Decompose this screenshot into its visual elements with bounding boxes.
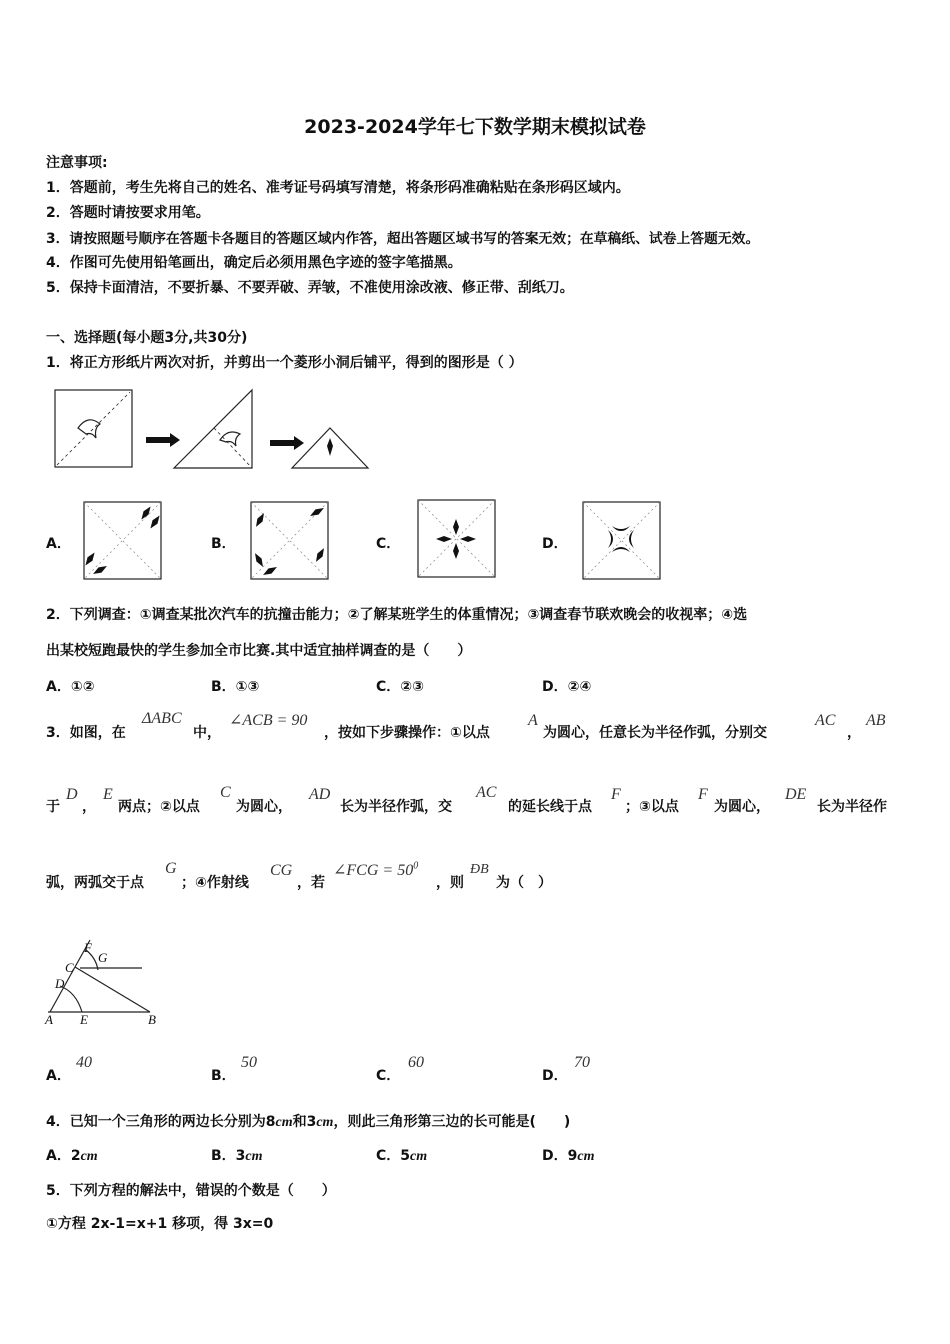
q3-line3-math-b: ÐB: [470, 862, 489, 877]
q1-option-b-label[interactable]: B．: [211, 536, 236, 552]
q4-option-b-label: B．: [211, 1148, 236, 1164]
q3-line1-math-ac: AC: [815, 712, 836, 729]
q3-line2-math-d: D: [66, 786, 78, 803]
q3-line1-c: ，按如下步骤操作：①以点: [324, 725, 490, 741]
q4-stem-c: ，则此三角形第三边的长可能是( ): [333, 1114, 571, 1130]
page-title: 2023-2024学年七下数学期末模拟试卷: [304, 116, 646, 138]
q3-line2-h: 为圆心，: [714, 799, 770, 815]
q3-option-c-value: 60: [408, 1054, 424, 1071]
q2-option-b-label: B．: [211, 679, 236, 695]
q3-line3-degree: 0: [413, 860, 419, 872]
q4-unit-1: cm: [275, 1115, 293, 1130]
q4-option-b[interactable]: [211, 1145, 263, 1165]
q4-option-a-unit: cm: [80, 1149, 98, 1164]
q3-line2-math-ad: AD: [309, 786, 331, 803]
q4-option-a[interactable]: [46, 1145, 98, 1165]
q3-line3-math-angle: [333, 860, 418, 880]
q4-option-d-label: D．: [542, 1148, 568, 1164]
q4-stem-a: 4．已知一个三角形的两边长分别为8: [46, 1114, 276, 1130]
q1-option-c-figure[interactable]: [418, 500, 495, 577]
q3-line1-math-ab: AB: [866, 712, 886, 729]
q3-line3-d: ，则: [436, 875, 464, 891]
q3-line1-a: 3．如图，在: [46, 725, 126, 741]
note-item-4: 4．作图可先使用铅笔画出，确定后必须用黑色字迹的签字笔描黑。: [46, 255, 462, 271]
q3-line3-a: 弧，两弧交于点: [46, 875, 144, 891]
q4-option-c-num: 5: [400, 1148, 411, 1164]
q4-option-c-unit: cm: [410, 1149, 428, 1164]
q3-line2-math-c: C: [220, 784, 231, 801]
q3-line2-math-ac: AC: [476, 784, 497, 801]
q2-option-d-label: D．: [542, 679, 568, 695]
q2-option-a[interactable]: [46, 676, 95, 696]
folded-triangle-large: [174, 390, 252, 468]
q3-line3-angle-text: ∠FCG = 50: [333, 862, 414, 879]
label-e: E: [80, 1012, 88, 1027]
q2-option-d-text: ②④: [567, 679, 592, 695]
arrow-icon-1: [146, 433, 180, 447]
notes-heading: 注意事项:: [46, 155, 108, 171]
label-c: C: [65, 960, 74, 975]
q2-option-d[interactable]: [542, 676, 591, 696]
q2-option-c[interactable]: [376, 676, 424, 696]
note-item-1: 1．答题前，考生先将自己的姓名、准考证号码填写清楚，将条形码准确粘贴在条形码区域内。: [46, 180, 630, 196]
q3-option-a-value: 40: [76, 1054, 92, 1071]
q4-unit-2: cm: [316, 1115, 334, 1130]
q3-line2-math-de: DE: [785, 786, 807, 803]
note-item-2: 2．答题时请按要求用笔。: [46, 205, 210, 221]
q1-option-d-label[interactable]: D．: [542, 536, 568, 552]
q3-option-d-value: 70: [574, 1054, 590, 1071]
q3-line3-math-g: G: [165, 860, 177, 877]
q4-option-a-num: 2: [70, 1148, 81, 1164]
q1-option-d-figure[interactable]: [583, 502, 660, 579]
q2-option-a-label: A．: [46, 679, 71, 695]
q4-option-d-unit: cm: [577, 1149, 595, 1164]
q1-stem: 1．将正方形纸片两次对折，并剪出一个菱形小洞后铺平，得到的图形是（ ）: [46, 355, 523, 371]
label-d: D: [55, 976, 65, 991]
diamond-hole: [327, 438, 333, 456]
q2-stem-line2: 出某校短跑最快的学生参加全市比赛.其中适宜抽样调查的是（ ）: [46, 643, 472, 659]
q3-line2-a: 于: [46, 799, 60, 815]
q1-option-b-figure[interactable]: [251, 502, 328, 579]
q2-option-c-label: C．: [376, 679, 401, 695]
q3-option-a-label[interactable]: A．: [46, 1068, 71, 1084]
q3-option-c-label[interactable]: C．: [376, 1068, 401, 1084]
q3-line2-d: 为圆心，: [236, 799, 292, 815]
label-g: G: [98, 950, 108, 965]
q3-line1-b: 中，: [193, 725, 221, 741]
q5-item-1: ①方程 2x-1=x+1 移项，得 3x=0: [46, 1216, 274, 1232]
q4-option-c[interactable]: [376, 1145, 427, 1165]
arrow-icon-2: [270, 436, 304, 450]
q3-line3-c: ，若: [297, 875, 325, 891]
q4-option-d-num: 9: [567, 1148, 578, 1164]
segment-cb: [75, 967, 150, 1012]
q3-option-b-label[interactable]: B．: [211, 1068, 236, 1084]
q4-option-c-label: C．: [376, 1148, 401, 1164]
q2-option-b-text: ①③: [235, 679, 260, 695]
q4-option-b-num: 3: [235, 1148, 246, 1164]
q3-line1-math-triangle: ΔABC: [142, 710, 182, 727]
q1-option-a-label[interactable]: A．: [46, 536, 71, 552]
note-item-3: 3．请按照题号顺序在答题卡各题目的答题区域内作答，超出答题区域书写的答案无效；在草稿纸、试卷上答题无效。: [46, 231, 760, 247]
q3-line2-math-f2: F: [698, 786, 708, 803]
q2-option-a-text: ①②: [70, 679, 95, 695]
q3-line2-math-e: E: [103, 786, 113, 803]
q4-option-b-unit: cm: [245, 1149, 263, 1164]
q3-line2-math-f: F: [611, 786, 621, 803]
q3-line3-e: 为（ ）: [496, 875, 552, 891]
q4-option-d[interactable]: [542, 1145, 594, 1165]
label-b: B: [148, 1012, 156, 1027]
q3-line2-b: ，: [82, 799, 96, 815]
q3-line1-math-a: A: [528, 712, 538, 729]
q1-option-a-figure[interactable]: [83, 502, 162, 579]
square-diagonal: [57, 392, 130, 465]
q2-option-b[interactable]: [211, 676, 259, 696]
q3-option-d-label[interactable]: D．: [542, 1068, 568, 1084]
label-f: F: [84, 940, 92, 955]
note-item-5: 5．保持卡面清洁，不要折暴、不要弄破、弄皱，不准使用涂改液、修正带、刮纸刀。: [46, 280, 574, 296]
q3-line3-math-cg: CG: [270, 862, 293, 879]
q3-line2-f: 的延长线于点: [508, 799, 592, 815]
q3-line2-g: ；③以点: [625, 799, 679, 815]
q4-stem: [46, 1111, 570, 1131]
cut-mark-1: [78, 420, 100, 438]
section-heading: 一、选择题(每小题3分,共30分): [46, 330, 248, 346]
q3-line3-b: ；④作射线: [181, 875, 249, 891]
triangle-fold-line: [214, 428, 252, 468]
label-a: A: [45, 1012, 53, 1027]
q3-line1-math-angle: ∠ACB = 90: [229, 712, 308, 729]
q3-line1-e: ，: [847, 725, 861, 741]
q4-stem-b: 和3: [292, 1114, 317, 1130]
q4-option-a-label: A．: [46, 1148, 71, 1164]
q2-option-c-text: ②③: [400, 679, 424, 695]
q3-option-b-value: 50: [241, 1054, 257, 1071]
q5-stem: 5．下列方程的解法中，错误的个数是（ ）: [46, 1183, 336, 1199]
q1-option-c-label[interactable]: C．: [376, 536, 401, 552]
q3-line2-e: 长为半径作弧，交: [340, 799, 452, 815]
q3-line2-c: 两点；②以点: [118, 799, 200, 815]
q2-stem-line1: 2．下列调查：①调查某批次汽车的抗撞击能力；②了解某班学生的体重情况；③调查春节联欢晚会的收视率；④选: [46, 607, 748, 623]
q3-line1-d: 为圆心，任意长为半径作弧，分别交: [543, 725, 767, 741]
cut-mark-2: [220, 432, 240, 446]
q3-line2-i: 长为半径作: [817, 799, 887, 815]
